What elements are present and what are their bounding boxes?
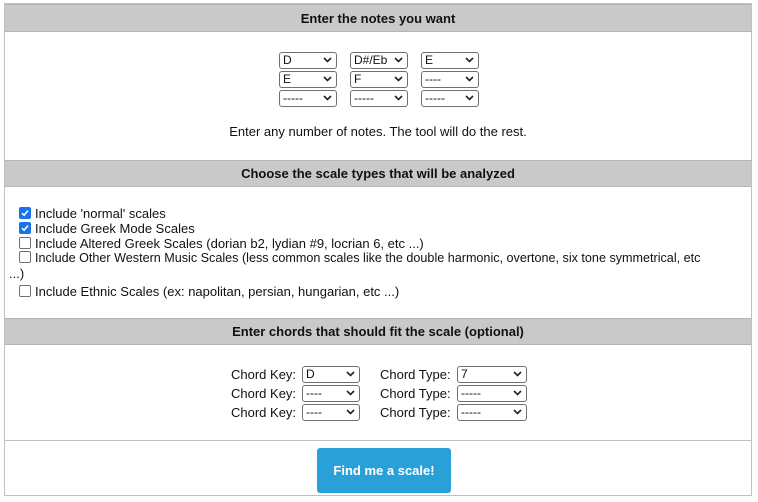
chord-type-label: Chord Type:	[380, 386, 451, 401]
chord-type-value: -----	[461, 386, 481, 400]
chevron-down-icon	[346, 371, 355, 377]
chevron-down-icon	[394, 57, 403, 63]
checkbox[interactable]	[19, 237, 31, 249]
note-select-value: E	[283, 72, 292, 86]
chord-key-label: Chord Key:	[231, 386, 297, 401]
chord-section-header: Enter chords that should fit the scale (optional)	[5, 318, 751, 345]
chord-type-value: -----	[461, 405, 481, 419]
scale-finder-form	[4, 3, 752, 496]
note-select-1[interactable]	[279, 52, 337, 69]
checkbox[interactable]	[19, 222, 31, 234]
note-select-value: ----	[425, 72, 441, 86]
chord-type-label: Chord Type:	[380, 367, 451, 382]
note-select-5[interactable]	[350, 71, 408, 88]
note-select-value: D#/Eb	[354, 53, 388, 67]
note-select-value: -----	[354, 91, 374, 105]
note-select-value: -----	[425, 91, 445, 105]
chord-type-label: Chord Type:	[380, 405, 451, 420]
chevron-down-icon	[465, 57, 474, 63]
note-select-7[interactable]	[279, 90, 337, 107]
chevron-down-icon	[513, 371, 522, 377]
chord-key-value: D	[306, 367, 315, 381]
note-select-value: F	[354, 72, 362, 86]
scale-option-ethnic[interactable]	[19, 284, 399, 299]
chevron-down-icon	[394, 95, 403, 101]
checkbox[interactable]	[19, 207, 31, 219]
chord-type-select-1[interactable]	[457, 366, 527, 383]
chevron-down-icon	[513, 409, 522, 415]
find-scale-button[interactable]: Find me a scale!	[317, 448, 451, 493]
note-select-value: E	[425, 53, 434, 67]
chord-key-value: ----	[306, 386, 322, 400]
scale-option-label: Include Altered Greek Scales (dorian b2, lydian #9, locrian 6, etc ...)	[35, 236, 424, 251]
chevron-down-icon	[465, 95, 474, 101]
notes-helper-text: Enter any number of notes. The tool will do the rest.	[229, 124, 527, 139]
chevron-down-icon	[394, 76, 403, 82]
note-select-4[interactable]	[279, 71, 337, 88]
chevron-down-icon	[323, 57, 332, 63]
chevron-down-icon	[513, 390, 522, 396]
chevron-down-icon	[465, 76, 474, 82]
note-select-6[interactable]	[421, 71, 479, 88]
chord-key-select-3[interactable]	[302, 404, 360, 421]
notes-section-header: Enter the notes you want	[5, 4, 751, 32]
note-select-8[interactable]	[350, 90, 408, 107]
chord-key-value: ----	[306, 405, 322, 419]
chevron-down-icon	[323, 76, 332, 82]
note-select-value: -----	[283, 91, 303, 105]
note-select-value: D	[283, 53, 292, 67]
scale-option-normal[interactable]	[19, 206, 166, 221]
checkmark-icon	[21, 209, 29, 217]
scale-option-label: Include Ethnic Scales (ex: napolitan, persian, hungarian, etc ...)	[35, 284, 400, 299]
scale-option-other-western[interactable]	[19, 251, 700, 265]
checkbox[interactable]	[19, 285, 31, 297]
chord-key-select-1[interactable]	[302, 366, 360, 383]
chevron-down-icon	[323, 95, 332, 101]
scale-option-altered-greek[interactable]	[19, 236, 424, 251]
chord-key-label: Chord Key:	[231, 405, 297, 420]
chord-type-select-2[interactable]	[457, 385, 527, 402]
scale-option-label: Include 'normal' scales	[35, 206, 166, 221]
scale-option-greek[interactable]	[19, 221, 195, 236]
divider	[5, 440, 751, 441]
scale-option-label: Include Other Western Music Scales (less common scales like the double harmonic, overtone, six tone symmetrical, etc	[35, 251, 701, 265]
note-select-2[interactable]	[350, 52, 408, 69]
note-select-9[interactable]	[421, 90, 479, 107]
chord-key-select-2[interactable]	[302, 385, 360, 402]
chord-key-label: Chord Key:	[231, 367, 297, 382]
checkmark-icon	[21, 224, 29, 232]
chevron-down-icon	[346, 390, 355, 396]
scale-option-continuation: ...)	[9, 266, 25, 281]
checkbox[interactable]	[19, 251, 31, 263]
scale-option-label: Include Greek Mode Scales	[35, 221, 195, 236]
chord-type-value: 7	[461, 367, 468, 381]
note-select-3[interactable]	[421, 52, 479, 69]
scale-section-header: Choose the scale types that will be analyzed	[5, 160, 751, 187]
chevron-down-icon	[346, 409, 355, 415]
chord-type-select-3[interactable]	[457, 404, 527, 421]
